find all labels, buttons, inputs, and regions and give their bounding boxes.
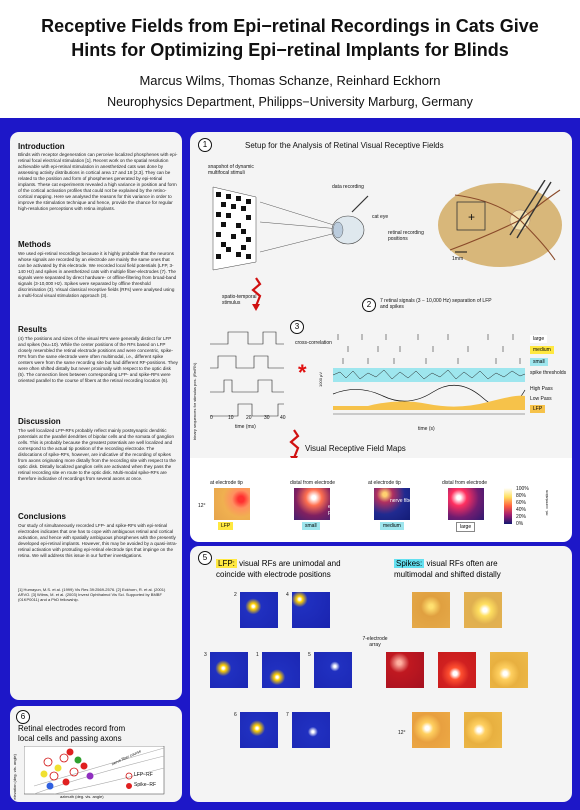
cb-tick: 80%	[516, 493, 527, 499]
rf-maps-panel	[190, 458, 572, 542]
map-label: 7	[286, 712, 289, 718]
setup-title: Setup for the Analysis of Retinal Visual Receptive Fields	[245, 141, 444, 150]
conclusions-text: Our study of simultaneously recorded LFP- and spike-RFs with epi-retinal electrodes indicates that one has to cope with ambiguous retinal and cortical activation, and hence with spatially ambiguous phosphenes with the presently developed epi-retinal implants. However, this may be avoided by a quasi-intra-retinal activation with protruding epi-retinal electrode tips that impinge on the retina. We will address this issue in our further investigations.	[18, 523, 178, 558]
map-label: 2	[234, 592, 237, 598]
asterisk-icon: *	[298, 360, 307, 385]
intro-heading: Introduction	[18, 142, 65, 151]
spike-map-5	[490, 652, 528, 688]
at-electrode-tip-1: at electrode tip	[210, 480, 243, 486]
cb-tick: 20%	[516, 514, 527, 520]
deg-label-4: 12°	[198, 503, 206, 509]
tick-40: 40	[280, 415, 286, 421]
lfp-caption-1: visual RFs are unimodal and	[236, 559, 341, 568]
spikes-caption-2: multimodal and shifted distally	[394, 570, 501, 579]
cross-correlation-label: cross-correlation	[295, 340, 332, 346]
header	[0, 0, 580, 118]
uv-label: 1000 µV	[318, 372, 323, 387]
legend-spike-thresholds: spike thresholds	[530, 370, 567, 376]
tick-20: 20	[246, 415, 252, 421]
legend-lowpass: Low Pass	[530, 396, 552, 402]
time-ms-label: time (ms)	[235, 424, 256, 430]
methods-text: We used epi-retinal recordings because it is highly probable that the neurons whose signals are recorded by an electrode are mainly the same ones that can be activated by this electrode. We recorded local field potentials (LFP, 3-140 Hz) and spikes in anesthetized cats with multiple fiber-electrodes (7). The signals were separated by direct hardware- or offline-filtering from broad-band signals (3-10,000 Hz). Spikes were separated by offline threshold discrimination (3). Visual classical receptive fields (RFs) were analysed using a multi-focal visual stimulation approach (3).	[18, 251, 177, 298]
rf-map-small	[294, 488, 330, 520]
cb-tick: 40%	[516, 507, 527, 513]
retinal-signals-label: 7 retinal signals (3 − 10,000 Hz) separation of LFP and spikes	[380, 298, 492, 310]
spike-map-4	[464, 592, 502, 628]
tick-30: 30	[264, 415, 270, 421]
colorbar-label: rel. correlation	[544, 490, 549, 516]
colorbar-ticks	[516, 486, 540, 528]
lfp-map-4	[292, 592, 330, 628]
spikes-caption-1: visual RFs often are	[424, 559, 498, 568]
panel-number-1: 1	[198, 138, 212, 152]
projection-lines	[260, 192, 370, 262]
discussion-text: The well localized LFP-RFs probably reflect mainly postsynaptic dendritic potentials at the parallel dendrites of bipolar cells and the somata of ganglion cells. This is probably because the greatest potentials are well localized and correspond to the actual tip position of the recording electrode. The dislocations of spike-RFs, however, are indicative of the recording of spikes from axons originating more distally from the recording site with respect to the optic disk. Distally localized ganglion cells are activated when they pass the retinal recording site en route to the optic disk. Multi-modal spike-RFs are therefore indicative of recordings from several axons at once.	[18, 428, 176, 481]
svg-text:+: +	[468, 210, 476, 224]
panel-number-5: 5	[198, 551, 212, 565]
azimuth-label: azimuth (deg. vis. angle)	[60, 794, 104, 799]
panel-number-6: 6	[16, 710, 30, 724]
tag-lfp: LFP	[218, 522, 233, 530]
binary-sequences	[208, 322, 286, 422]
scale-1mm: 1mm	[452, 256, 464, 262]
lfp-map-3	[210, 652, 248, 688]
title-line-1: Receptive Fields from Epi−retinal Recordings in Cats Give	[41, 16, 539, 36]
stimulus-checkerboard	[208, 182, 258, 272]
legend-lfp: LFP	[530, 405, 545, 413]
map-label: 5	[308, 652, 311, 658]
red-arrow-1	[248, 276, 266, 312]
panel-number-3: 3	[290, 320, 304, 334]
nerve-fiber-label: nerve fiber	[390, 498, 414, 504]
spike-map-3	[386, 652, 424, 688]
legend-lfp-rf: LFP−RF	[134, 772, 153, 778]
spike-map-6	[412, 712, 450, 748]
tick-10: 10	[228, 415, 234, 421]
map-label: 4	[286, 592, 289, 598]
left-text-column	[10, 132, 182, 700]
tag-large: large	[456, 522, 475, 532]
binary-ylabel: binary sequences for stimulus pos. (Re/RN)	[192, 362, 197, 440]
conclusions-heading: Conclusions	[18, 512, 67, 521]
spike-map-1	[438, 652, 476, 688]
cb-tick: 0%	[516, 521, 524, 527]
axons-title-1: Retinal electrodes record from	[18, 724, 126, 733]
lfp-map-6	[240, 712, 278, 748]
map-label: 6	[234, 712, 237, 718]
tag-medium: medium	[380, 522, 404, 530]
discussion-heading: Discussion	[18, 417, 61, 426]
spike-map-7	[464, 712, 502, 748]
lfp-caption	[216, 558, 386, 580]
elevation-label: elevation (deg. vis. angle)	[12, 754, 17, 800]
lfp-map-1	[262, 652, 300, 688]
array-label: 7-electrode array	[362, 636, 388, 648]
methods-heading: Methods	[18, 240, 51, 249]
data-recording-label: data recording	[332, 184, 364, 190]
lfp-map-5	[314, 652, 352, 688]
tick-0: 0	[210, 415, 213, 421]
electrode-position-label: electrode position	[328, 504, 349, 516]
rf-map-lfp	[214, 488, 250, 520]
rf-map-medium	[374, 488, 410, 520]
at-electrode-tip-2: at electrode tip	[368, 480, 401, 486]
lfp-tag: LFP:	[218, 559, 235, 568]
rf-maps-title: Visual Receptive Field Maps	[305, 444, 406, 453]
authors: Marcus Wilms, Thomas Schanze, Reinhard Eckhorn	[139, 73, 441, 88]
legend-small: small	[530, 358, 548, 366]
results-heading: Results	[18, 325, 47, 334]
lfp-caption-2: coincide with electrode positions	[216, 570, 331, 579]
panel-axons	[10, 706, 182, 802]
time-s-label: time (s)	[418, 426, 435, 432]
intro-text: Blinds with receptor degeneration can perceive localized phosphenes with epi-retinal focal electrical stimulation [1]. Recent work on the spatial resolution achievable with epi-retinal stimulation in anesthetized cats was done by assessing activity distributions in cortical area 17 and 18 [2,3]. They can be related to the position and form of phosphenes generated by epi-retinal implants. These cat experiments revealed a high variance in position and form of the cortical activation profiles that could not be explained by the retino-cortical mapping. Here we analysed the reasons for this variance in order to improve the stimulation technique and hence, provide the chance for regular high-resolution perceptions with retina implants.	[18, 152, 178, 211]
fiber-course-label: nerve fiber course	[110, 748, 142, 767]
distal-2: distal from electrode	[442, 480, 488, 486]
lfp-map-7	[292, 712, 330, 748]
map-label: 3	[204, 652, 207, 658]
tag-small: small	[302, 522, 320, 530]
cb-tick: 60%	[516, 500, 527, 506]
poster-title	[10, 14, 570, 62]
snapshot-label: snapshot of dynamic multifocal stimuli	[208, 164, 254, 176]
affiliation: Neurophysics Department, Philipps−University Marburg, Germany	[107, 95, 473, 109]
cat-eye-label: cat eye	[372, 214, 389, 220]
spatio-temporal-label: spatio-temporal stimulus	[222, 294, 257, 306]
legend-medium: medium	[530, 346, 554, 354]
spike-map-2	[412, 592, 450, 628]
panel-number-2: 2	[362, 298, 376, 312]
axons-title-2: local cells and passing axons	[18, 734, 122, 743]
spikes-caption	[394, 558, 569, 580]
spikes-tag: Spikes:	[396, 559, 423, 568]
panel-setup	[190, 132, 572, 476]
signal-traces	[328, 324, 528, 424]
retinal-positions-label: retinal recording positions	[388, 230, 424, 242]
cb-tick: 100%	[516, 486, 529, 492]
legend-spike-rf: Spike−RF	[134, 782, 157, 788]
colorbar	[504, 488, 512, 524]
results-text: (4) The positions and sizes of the visual RFs were generally distinct for LFP and spikes (Nu=10). While the center positions of the RFs based on LFP closely resembled the retinal electrode positions and were concentric, spike-RFs from the same electrode were often multimodal, i.e., different spike centers were from the same recording site but had different RF-positions. They were often shifted distally but never proximally with respect to the optic disk (5). The connection lines between corresponding LFP- and spike-RFs were oriented parallel to the course of fibers at the retinal recording location (6).	[18, 336, 178, 383]
references: [1] Humayun, M.S. et al. (1999) Vis Res 39:2569-2576. [2] Eckhorn, R. et al. (2001) ARVO. [3] Wilms, M. et al. (2003) Invest Ophthalmol Vis Sci. Supported by BMBF (01KP0011) and a PhD fellowship.	[18, 587, 166, 603]
map-label: 1	[256, 652, 259, 658]
lfp-map-2	[240, 592, 278, 628]
rf-map-large	[448, 488, 484, 520]
distal-1: distal from electrode	[290, 480, 336, 486]
deg-label-5: 12°	[398, 730, 406, 736]
axons-title	[18, 724, 125, 744]
legend-large: large	[530, 335, 547, 343]
title-line-2: Hints for Optimizing Epi−retinal Implants for Blinds	[71, 40, 509, 60]
panel-lfp-spikes	[190, 546, 572, 802]
legend-highpass: High Pass	[530, 386, 553, 392]
